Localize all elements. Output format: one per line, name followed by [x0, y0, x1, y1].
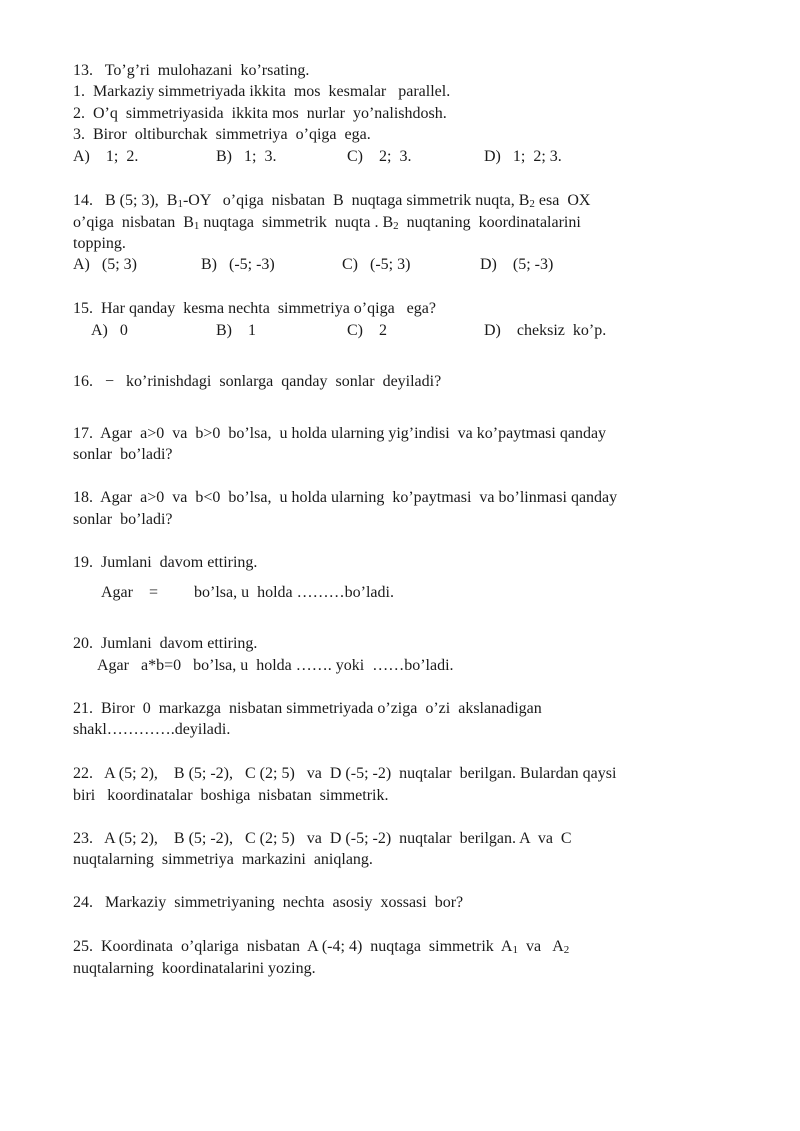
q23-line-2: nuqtalarning simmetriya markazini aniqlang. — [73, 851, 373, 868]
q20-line-1: 20. Jumlani davom ettiring. — [73, 635, 258, 652]
q14-line-1: 14. B (5; 3), $B_1-OY$ o’qiga nisbatan B nuqtaga simmetrik nuqta, $B_2$ esa OX — [73, 192, 591, 210]
q13-option-a: A) 1; 2. — [73, 148, 139, 165]
q15-option-a: A) 0 — [91, 322, 128, 339]
q19-line-2: Agar = bo’lsa, u holda ………bo’ladi. — [101, 584, 394, 601]
q15-option-b: B) 1 — [216, 322, 256, 339]
q13-title: 13. To’g’ri mulohazani ko’rsating. — [73, 62, 310, 79]
q13-statement-3: 3. Biror oltiburchak simmetriya o’qiga ega. — [73, 126, 371, 143]
q15-option-d: D) cheksiz ko’p. — [484, 322, 607, 339]
q22-line-1: 22. A (5; 2), B (5; -2), C (2; 5) va D (-5; -2) nuqtalar berilgan. Bulardan qaysi — [73, 765, 617, 782]
q14-option-b: B) (-5; -3) — [201, 256, 275, 273]
q21-line-2: shakl………….deyiladi. — [73, 721, 231, 738]
q25-line-2: nuqtalarning koordinatalarini yozing. — [73, 960, 316, 977]
q13-option-b: B) 1; 3. — [216, 148, 277, 165]
q20-line-2: Agar a*b=0 bo’lsa, u holda ……. yoki ……bo’ladi. — [97, 657, 454, 674]
q15-title: 15. Har qanday kesma nechta simmetriya o’qiga ega? — [73, 300, 436, 317]
q23-line-1: 23. A (5; 2), B (5; -2), C (2; 5) va D (-5; -2) nuqtalar berilgan. A va C — [73, 830, 572, 847]
q16-text: 16. − ko’rinishdagi sonlarga qanday sonlar deyiladi? — [73, 373, 442, 390]
q18-line-2: sonlar bo’ladi? — [73, 511, 173, 528]
q22-line-2: biri koordinatalar boshiga nisbatan simmetrik. — [73, 787, 389, 804]
q25-line-1: 25. Koordinata o’qlariga nisbatan A (-4; 4) nuqtaga simmetrik $A_1$ va $A_2$ — [73, 938, 570, 956]
q15-option-c: C) 2 — [347, 322, 387, 339]
q14-option-a: A) (5; 3) — [73, 256, 137, 273]
q21-line-1: 21. Biror 0 markazga nisbatan simmetriyada o’ziga o’zi akslanadigan — [73, 700, 542, 717]
q14-option-c: C) (-5; 3) — [342, 256, 411, 273]
q13-option-c: C) 2; 3. — [347, 148, 412, 165]
q18-line-1: 18. Agar a>0 va b<0 bo’lsa, u holda ularning ko’paytmasi va bo’linmasi qanday — [73, 489, 618, 506]
q14-line-2: o’qiga nisbatan $B_1$ nuqtaga simmetrik nuqta . $B_2$ nuqtaning koordinatalarini — [73, 214, 581, 232]
q24-text: 24. Markaziy simmetriyaning nechta asosiy xossasi bor? — [73, 894, 464, 911]
q19-line-1: 19. Jumlani davom ettiring. — [73, 554, 258, 571]
q13-option-d: D) 1; 2; 3. — [484, 148, 562, 165]
q13-statement-2: 2. O’q simmetriyasida ikkita mos nurlar yo’nalishdosh. — [73, 105, 447, 122]
q17-line-1: 17. Agar a>0 va b>0 bo’lsa, u holda ularning yig’indisi va ko’paytmasi qanday — [73, 425, 607, 442]
q14-option-d: D) (5; -3) — [480, 256, 554, 273]
q13-statement-1: 1. Markaziy simmetriyada ikkita mos kesmalar parallel. — [73, 83, 451, 100]
q17-line-2: sonlar bo’ladi? — [73, 446, 173, 463]
q14-line-3: topping. — [73, 235, 126, 252]
